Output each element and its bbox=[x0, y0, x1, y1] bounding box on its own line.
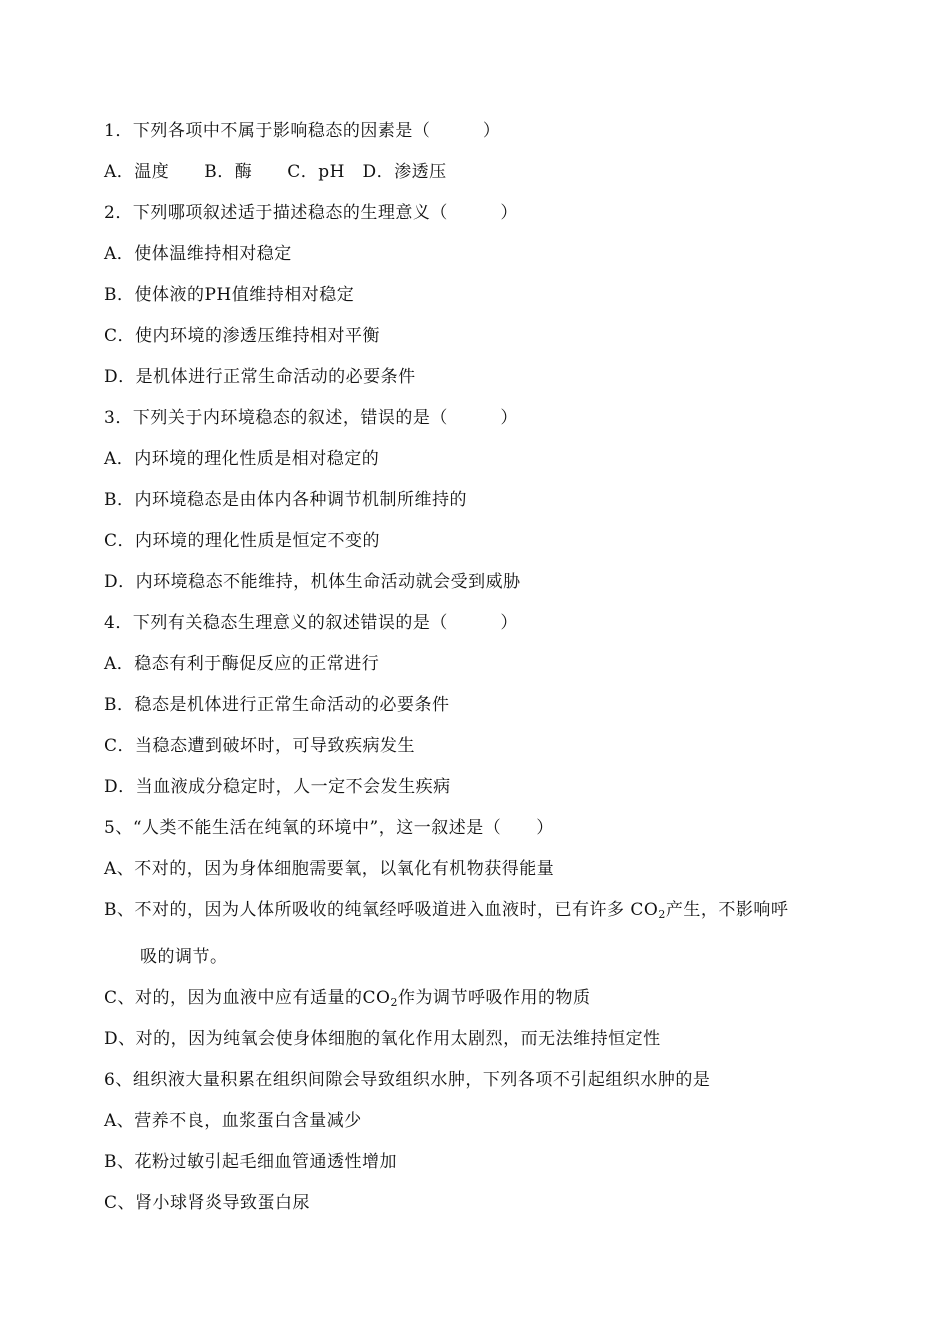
question-2-stem: 2．下列哪项叙述适于描述稳态的生理意义（ ） bbox=[104, 203, 518, 223]
question-5-option-b bbox=[104, 899, 788, 926]
question-5-option-c-part1: C、对的，因为血液中应有适量的CO bbox=[104, 988, 391, 1008]
question-3-option-a: A．内环境的理化性质是相对稳定的 bbox=[104, 449, 380, 469]
question-4-option-b: B．稳态是机体进行正常生命活动的必要条件 bbox=[104, 695, 450, 715]
co2-subscript: 2 bbox=[658, 908, 666, 921]
question-5-option-b-continued: 吸的调节。 bbox=[140, 947, 228, 967]
question-6-option-b: B、花粉过敏引起毛细血管通透性增加 bbox=[104, 1152, 397, 1172]
co2-subscript: 2 bbox=[390, 996, 398, 1009]
question-4-option-c: C．当稳态遭到破坏时，可导致疾病发生 bbox=[104, 736, 416, 756]
question-2-option-b: B．使体液的PH值维持相对稳定 bbox=[104, 285, 355, 305]
question-5-stem: 5、“人类不能生活在纯氧的环境中”，这一叙述是（ ） bbox=[104, 818, 554, 838]
question-3-option-b: B．内环境稳态是由体内各种调节机制所维持的 bbox=[104, 490, 467, 510]
question-5-option-b-part1: B、不对的，因为人体所吸收的纯氧经呼吸道进入血液时，已有许多 CO bbox=[104, 900, 659, 920]
question-1-options: A．温度 B．酶 C．pH D．渗透压 bbox=[104, 162, 447, 182]
question-5-option-b-part2: 产生，不影响呼 bbox=[665, 900, 789, 920]
question-4-option-d: D．当血液成分稳定时，人一定不会发生疾病 bbox=[104, 777, 451, 797]
question-6-stem: 6、组织液大量积累在组织间隙会导致组织水肿，下列各项不引起组织水肿的是 bbox=[104, 1070, 711, 1090]
question-5-option-c bbox=[104, 987, 590, 1014]
question-6-option-a: A、营养不良，血浆蛋白含量减少 bbox=[104, 1111, 362, 1131]
question-5-option-d: D、对的，因为纯氧会使身体细胞的氧化作用太剧烈，而无法维持恒定性 bbox=[104, 1029, 661, 1049]
question-3-option-c: C．内环境的理化性质是恒定不变的 bbox=[104, 531, 381, 551]
question-2-option-a: A．使体温维持相对稳定 bbox=[104, 244, 292, 264]
question-2-option-d: D．是机体进行正常生命活动的必要条件 bbox=[104, 367, 416, 387]
question-4-stem: 4．下列有关稳态生理意义的叙述错误的是（ ） bbox=[104, 613, 518, 633]
question-5-option-a: A、不对的，因为身体细胞需要氧，以氧化有机物获得能量 bbox=[104, 859, 555, 879]
question-3-stem: 3．下列关于内环境稳态的叙述，错误的是（ ） bbox=[104, 408, 518, 428]
question-2-option-c: C．使内环境的渗透压维持相对平衡 bbox=[104, 326, 381, 346]
question-4-option-a: A．稳态有利于酶促反应的正常进行 bbox=[104, 654, 380, 674]
question-3-option-d: D．内环境稳态不能维持，机体生命活动就会受到威胁 bbox=[104, 572, 521, 592]
question-6-option-c: C、肾小球肾炎导致蛋白尿 bbox=[104, 1193, 311, 1213]
question-5-option-c-part2: 作为调节呼吸作用的物质 bbox=[397, 988, 591, 1008]
question-1-stem: 1．下列各项中不属于影响稳态的因素是（ ） bbox=[104, 121, 501, 141]
